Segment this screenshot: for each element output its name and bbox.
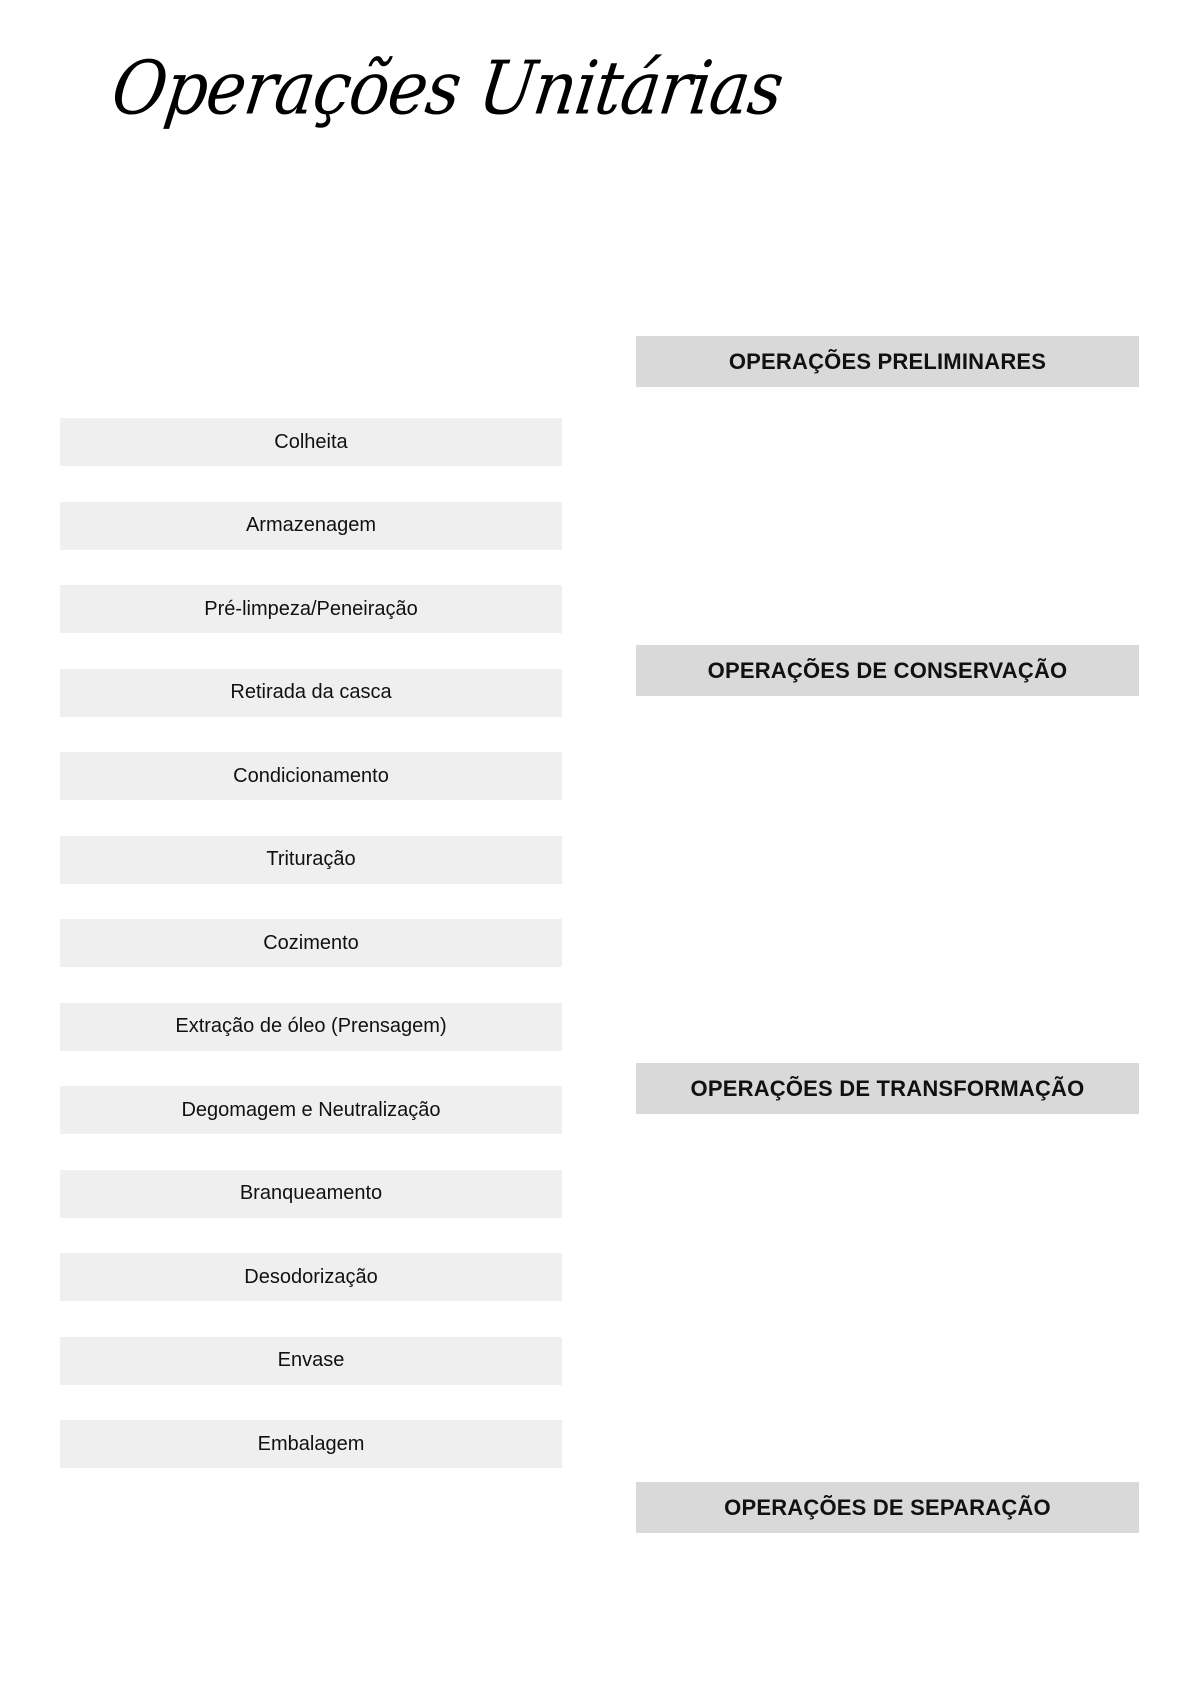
step-card-pre-limpeza[interactable]: Pré-limpeza/Peneiração xyxy=(60,585,562,633)
step-card-envase[interactable]: Envase xyxy=(60,1337,562,1385)
category-operacoes-conservacao[interactable]: OPERAÇÕES DE CONSERVAÇÃO xyxy=(636,645,1139,696)
step-card-branqueamento[interactable]: Branqueamento xyxy=(60,1170,562,1218)
category-operacoes-separacao[interactable]: OPERAÇÕES DE SEPARAÇÃO xyxy=(636,1482,1139,1533)
step-card-degomagem[interactable]: Degomagem e Neutralização xyxy=(60,1086,562,1134)
step-card-colheita[interactable]: Colheita xyxy=(60,418,562,466)
step-card-embalagem[interactable]: Embalagem xyxy=(60,1420,562,1468)
step-card-condicionamento[interactable]: Condicionamento xyxy=(60,752,562,800)
step-card-trituracao[interactable]: Trituração xyxy=(60,836,562,884)
step-card-armazenagem[interactable]: Armazenagem xyxy=(60,502,562,550)
category-operacoes-preliminares[interactable]: OPERAÇÕES PRELIMINARES xyxy=(636,336,1139,387)
page-title: Operações Unitárias xyxy=(106,45,788,132)
step-card-cozimento[interactable]: Cozimento xyxy=(60,919,562,967)
step-list xyxy=(60,418,562,1504)
category-operacoes-transformacao[interactable]: OPERAÇÕES DE TRANSFORMAÇÃO xyxy=(636,1063,1139,1114)
step-card-retirada-casca[interactable]: Retirada da casca xyxy=(60,669,562,717)
step-card-desodorizacao[interactable]: Desodorização xyxy=(60,1253,562,1301)
step-card-extracao-oleo[interactable]: Extração de óleo (Prensagem) xyxy=(60,1003,562,1051)
